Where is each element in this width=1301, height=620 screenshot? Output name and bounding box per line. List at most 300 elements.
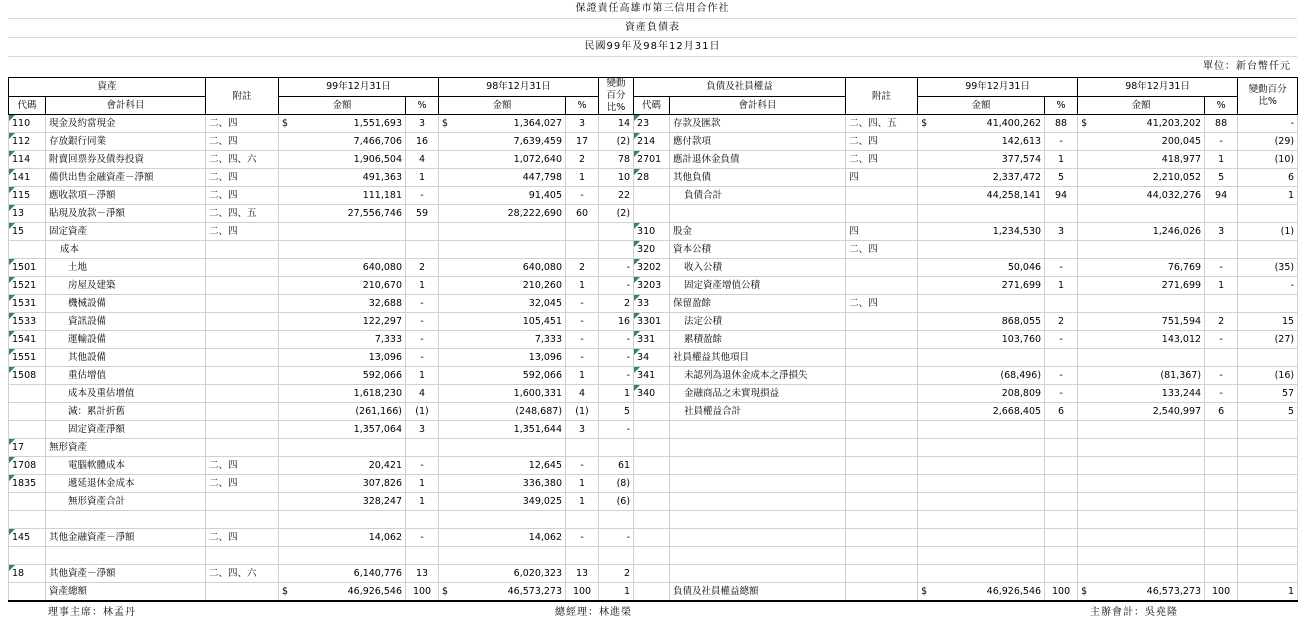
liab-change xyxy=(1238,295,1298,313)
liab-y98-amount-currency: $ xyxy=(1081,118,1088,129)
table-row xyxy=(9,583,1298,602)
liab-note xyxy=(846,349,918,367)
asset-note xyxy=(206,331,279,349)
liab-y98-pct xyxy=(1205,529,1238,547)
asset-y99-pct: 4 xyxy=(406,385,439,403)
asset-y98-pct: - xyxy=(566,313,599,331)
org-name: 保證責任高雄市第三信用合作社 xyxy=(8,0,1297,19)
cell-marker xyxy=(9,529,15,535)
liab-item: 社員權益其他項目 xyxy=(670,349,846,367)
liab-note xyxy=(846,259,918,277)
liab-code: 341 xyxy=(634,367,670,385)
liab-y98-amount xyxy=(1078,115,1205,133)
liab-change: (1) xyxy=(1238,223,1298,241)
asset-y99-amount xyxy=(279,349,406,367)
liab-change xyxy=(1238,529,1298,547)
asset-change: 16 xyxy=(599,313,634,331)
asset-y99-pct: - xyxy=(406,187,439,205)
asset-item: 應收款項－淨額 xyxy=(46,187,206,205)
liab-code xyxy=(634,529,670,547)
liab-code: 340 xyxy=(634,385,670,403)
asset-y99-pct: 1 xyxy=(406,169,439,187)
liab-y99-pct: 88 xyxy=(1045,115,1078,133)
table-row xyxy=(9,457,1298,475)
asset-y99-pct: 4 xyxy=(406,151,439,169)
liab-y98-amount-value: 2,540,997 xyxy=(1152,406,1202,417)
asset-note: 二、四、五 xyxy=(206,205,279,223)
liab-y98-amount xyxy=(1078,277,1205,295)
asset-note: 二、四 xyxy=(206,133,279,151)
asset-code: 1708 xyxy=(9,457,46,475)
asset-y98-pct xyxy=(566,241,599,259)
liab-note xyxy=(846,187,918,205)
liab-note xyxy=(846,367,918,385)
liab-y99-amount-value: 103,760 xyxy=(1001,334,1042,345)
asset-code: 18 xyxy=(9,565,46,583)
asset-y98-amount-value: 336,380 xyxy=(522,478,563,489)
liab-y99-amount-value: 142,613 xyxy=(1001,136,1042,147)
asset-y99-amount-value: 1,357,064 xyxy=(353,424,403,435)
liab-change: (10) xyxy=(1238,151,1298,169)
cell-marker xyxy=(9,115,15,121)
asset-item: 其他資產－淨額 xyxy=(46,565,206,583)
liab-note xyxy=(846,439,918,457)
asset-code: 1835 xyxy=(9,475,46,493)
asset-code: 112 xyxy=(9,133,46,151)
asset-y98-pct: - xyxy=(566,529,599,547)
header-row-1 xyxy=(9,78,1298,97)
asset-y98-amount xyxy=(439,565,566,583)
liab-y98-pct: 5 xyxy=(1205,169,1238,187)
asset-item: 現金及約當現金 xyxy=(46,115,206,133)
liab-y98-pct xyxy=(1205,241,1238,259)
liab-y99-amount xyxy=(918,349,1045,367)
liab-y98-amount xyxy=(1078,151,1205,169)
asset-code: 1533 xyxy=(9,313,46,331)
cell-marker xyxy=(9,295,15,301)
asset-y98-pct: 100 xyxy=(566,583,599,602)
asset-y99-pct: - xyxy=(406,313,439,331)
liab-item xyxy=(670,439,846,457)
asset-y99-amount xyxy=(279,223,406,241)
asset-item: 資產總額 xyxy=(46,583,206,602)
asset-y99-amount-value: 13,096 xyxy=(368,352,403,363)
asset-note: 二、四、六 xyxy=(206,151,279,169)
liab-y99-amount xyxy=(918,493,1045,511)
liab-y99-amount xyxy=(918,115,1045,133)
liab-y99-amount xyxy=(918,547,1045,565)
table-row xyxy=(9,205,1298,223)
assets-header: 資產 xyxy=(9,78,206,97)
asset-y98-pct: (1) xyxy=(566,403,599,421)
liab-note xyxy=(846,403,918,421)
liab-y98-pct xyxy=(1205,295,1238,313)
asset-item: 成本 xyxy=(46,241,206,259)
asset-y98-amount xyxy=(439,547,566,565)
asset-y99-pct: 1 xyxy=(406,493,439,511)
asset-y98-amount-value: 46,573,273 xyxy=(507,586,563,597)
asset-y99-amount xyxy=(279,313,406,331)
asset-item: 固定資產淨額 xyxy=(46,421,206,439)
asset-note xyxy=(206,295,279,313)
liab-y99-amount xyxy=(918,403,1045,421)
asset-change: (8) xyxy=(599,475,634,493)
liab-y98-pct: - xyxy=(1205,367,1238,385)
liab-y99-amount xyxy=(918,331,1045,349)
asset-change: (2) xyxy=(599,205,634,223)
table-row xyxy=(9,115,1298,133)
asset-change xyxy=(599,439,634,457)
liab-y98-pct: 6 xyxy=(1205,403,1238,421)
asset-y98-amount xyxy=(439,295,566,313)
cell-marker xyxy=(634,241,640,247)
liab-y99-pct: 1 xyxy=(1045,151,1078,169)
cell-marker xyxy=(634,133,640,139)
asset-y98-amount xyxy=(439,277,566,295)
asset-y98-amount-value: 349,025 xyxy=(522,496,563,507)
liab-item: 股金 xyxy=(670,223,846,241)
liab-y98-amount-value: (81,367) xyxy=(1160,370,1202,381)
asset-note xyxy=(206,277,279,295)
table-row xyxy=(9,529,1298,547)
liab-change: (16) xyxy=(1238,367,1298,385)
liab-change xyxy=(1238,511,1298,529)
asset-y98-pct xyxy=(566,547,599,565)
asset-note xyxy=(206,313,279,331)
balance-sheet-table xyxy=(8,77,1298,602)
asset-code: 1531 xyxy=(9,295,46,313)
cell-marker xyxy=(9,565,15,571)
asset-y99-amount xyxy=(279,457,406,475)
asset-y99-amount-currency: $ xyxy=(282,586,289,597)
asset-y99-pct: - xyxy=(406,529,439,547)
asset-item: 房屋及建築 xyxy=(46,277,206,295)
liab-y98-amount-value: 76,769 xyxy=(1167,262,1202,273)
asset-item: 遞延退休金成本 xyxy=(46,475,206,493)
asset-y99-pct: 2 xyxy=(406,259,439,277)
liab-y98-pct xyxy=(1205,457,1238,475)
asset-y98-pct: - xyxy=(566,349,599,367)
asset-item: 其他金融資產－淨額 xyxy=(46,529,206,547)
table-row xyxy=(9,421,1298,439)
liab-y98-pct: 3 xyxy=(1205,223,1238,241)
asset-y98-amount-value: 13,096 xyxy=(528,352,563,363)
asset-y99-pct: - xyxy=(406,349,439,367)
liab-y99-amount xyxy=(918,313,1045,331)
liab-y99-pct: - xyxy=(1045,259,1078,277)
asset-code: 1521 xyxy=(9,277,46,295)
asset-y98-amount-value: 12,645 xyxy=(528,460,563,471)
liab-item: 其他負債 xyxy=(670,169,846,187)
liab-y98-amount xyxy=(1078,205,1205,223)
liab-y99-pct: - xyxy=(1045,385,1078,403)
liab-y98-pct: 94 xyxy=(1205,187,1238,205)
asset-item: 減：累計折舊 xyxy=(46,403,206,421)
asset-y98-pct: 4 xyxy=(566,385,599,403)
cell-marker xyxy=(9,151,15,157)
asset-change xyxy=(599,547,634,565)
liab-code xyxy=(634,205,670,223)
liab-y99-pct xyxy=(1045,295,1078,313)
asset-item: 資訊設備 xyxy=(46,313,206,331)
liab-y98-amount xyxy=(1078,223,1205,241)
liab-y99-pct xyxy=(1045,493,1078,511)
liab-code-header: 代碼 xyxy=(634,96,670,115)
assets-y99-amount-header: 金額 xyxy=(279,96,406,115)
asset-code xyxy=(9,385,46,403)
asset-note xyxy=(206,547,279,565)
report-titles xyxy=(8,0,1297,57)
liab-item: 保留盈餘 xyxy=(670,295,846,313)
liab-y99-header: 99年12月31日 xyxy=(918,78,1078,97)
table-body xyxy=(9,115,1298,602)
asset-change: (6) xyxy=(599,493,634,511)
liab-item: 應計退休金負債 xyxy=(670,151,846,169)
asset-y98-amount-value: 447,798 xyxy=(522,172,563,183)
asset-y98-amount-value: 7,639,459 xyxy=(513,136,563,147)
asset-y98-amount xyxy=(439,259,566,277)
liab-item: 資本公積 xyxy=(670,241,846,259)
liab-y98-pct: - xyxy=(1205,259,1238,277)
asset-change xyxy=(599,241,634,259)
asset-y98-amount xyxy=(439,529,566,547)
asset-code: 1541 xyxy=(9,331,46,349)
asset-change xyxy=(599,223,634,241)
liab-y99-amount xyxy=(918,205,1045,223)
asset-y98-pct: 3 xyxy=(566,421,599,439)
cell-marker xyxy=(634,277,640,283)
asset-y98-amount xyxy=(439,187,566,205)
liab-note xyxy=(846,565,918,583)
asset-y98-amount xyxy=(439,457,566,475)
table-row xyxy=(9,313,1298,331)
asset-code xyxy=(9,241,46,259)
asset-code xyxy=(9,493,46,511)
liab-y98-amount-value: 1,246,026 xyxy=(1152,226,1202,237)
asset-y99-pct: 1 xyxy=(406,367,439,385)
liab-y98-amount-value: 271,699 xyxy=(1161,280,1202,291)
cell-marker xyxy=(9,439,15,445)
asset-y99-pct: - xyxy=(406,457,439,475)
asset-code: 1551 xyxy=(9,349,46,367)
liab-y98-amount xyxy=(1078,349,1205,367)
liab-y99-amount-value: 41,400,262 xyxy=(986,118,1042,129)
liab-y99-pct: - xyxy=(1045,367,1078,385)
liab-y98-amount xyxy=(1078,187,1205,205)
asset-y98-pct: - xyxy=(566,187,599,205)
liab-y98-pct: - xyxy=(1205,331,1238,349)
liab-y98-amount xyxy=(1078,367,1205,385)
asset-code: 15 xyxy=(9,223,46,241)
liab-y99-pct xyxy=(1045,421,1078,439)
asset-item: 機械設備 xyxy=(46,295,206,313)
liab-change: 6 xyxy=(1238,169,1298,187)
liab-y99-pct xyxy=(1045,439,1078,457)
asset-y98-amount xyxy=(439,115,566,133)
asset-y98-amount-value: 592,066 xyxy=(522,370,563,381)
asset-code xyxy=(9,547,46,565)
asset-y98-pct: - xyxy=(566,331,599,349)
asset-note xyxy=(206,583,279,602)
liab-y99-amount-value: 46,926,546 xyxy=(986,586,1042,597)
asset-y99-amount xyxy=(279,295,406,313)
liab-code xyxy=(634,565,670,583)
asset-y99-pct xyxy=(406,241,439,259)
asset-y98-pct: 1 xyxy=(566,367,599,385)
liab-y99-amount xyxy=(918,565,1045,583)
liab-code: 3203 xyxy=(634,277,670,295)
liab-y98-amount xyxy=(1078,493,1205,511)
asset-item: 附賣回票券及債券投資 xyxy=(46,151,206,169)
asset-note xyxy=(206,349,279,367)
asset-item: 備供出售金融資產－淨額 xyxy=(46,169,206,187)
liab-y98-pct xyxy=(1205,547,1238,565)
table-row xyxy=(9,403,1298,421)
asset-y99-pct: 59 xyxy=(406,205,439,223)
cell-marker xyxy=(634,295,640,301)
asset-y98-pct xyxy=(566,439,599,457)
asset-item xyxy=(46,547,206,565)
liab-code xyxy=(634,583,670,602)
liab-y99-pct xyxy=(1045,205,1078,223)
asset-code xyxy=(9,583,46,602)
liab-y98-amount xyxy=(1078,385,1205,403)
asset-y99-amount-value: 7,466,706 xyxy=(353,136,403,147)
asset-y98-amount xyxy=(439,133,566,151)
assets-y98-pct-header: % xyxy=(566,96,599,115)
asset-y99-amount-value: 20,421 xyxy=(368,460,403,471)
liab-y98-amount xyxy=(1078,133,1205,151)
liab-note xyxy=(846,475,918,493)
liab-y99-pct: - xyxy=(1045,133,1078,151)
asset-y98-amount xyxy=(439,583,566,602)
asset-y98-amount-value: (248,687) xyxy=(515,406,563,417)
liab-y99-amount xyxy=(918,295,1045,313)
liab-item xyxy=(670,421,846,439)
assets-code-header: 代碼 xyxy=(9,96,46,115)
asset-y99-amount-value: 491,363 xyxy=(362,172,403,183)
asset-y99-pct xyxy=(406,439,439,457)
cell-marker xyxy=(634,115,640,121)
asset-change: 5 xyxy=(599,403,634,421)
asset-y99-amount-value: 122,297 xyxy=(362,316,403,327)
asset-y99-amount xyxy=(279,511,406,529)
table-row xyxy=(9,151,1298,169)
liab-item xyxy=(670,547,846,565)
asset-y99-amount xyxy=(279,169,406,187)
liab-y99-pct: 5 xyxy=(1045,169,1078,187)
liab-note: 二、四、五 xyxy=(846,115,918,133)
liab-change: - xyxy=(1238,277,1298,295)
asset-change: 2 xyxy=(599,295,634,313)
assets-item-header: 會計科目 xyxy=(46,96,206,115)
liab-y99-amount-value: 1,234,530 xyxy=(992,226,1042,237)
liab-y99-amount xyxy=(918,583,1045,602)
asset-y98-amount-value: 6,020,323 xyxy=(513,568,563,579)
asset-y98-amount-value: 210,260 xyxy=(522,280,563,291)
asset-y98-pct: 1 xyxy=(566,277,599,295)
asset-y99-pct: 100 xyxy=(406,583,439,602)
liab-y98-pct-header: % xyxy=(1205,96,1238,115)
liab-y99-pct: 100 xyxy=(1045,583,1078,602)
asset-y98-pct: 17 xyxy=(566,133,599,151)
liab-change: (35) xyxy=(1238,259,1298,277)
asset-y99-amount xyxy=(279,421,406,439)
asset-y98-amount xyxy=(439,385,566,403)
asset-note xyxy=(206,259,279,277)
liab-code: 331 xyxy=(634,331,670,349)
liab-y98-pct: - xyxy=(1205,385,1238,403)
asset-change: 22 xyxy=(599,187,634,205)
liab-y98-amount-value: 46,573,273 xyxy=(1146,586,1202,597)
asset-y98-amount-value: 640,080 xyxy=(522,262,563,273)
liab-code: 33 xyxy=(634,295,670,313)
liab-y98-amount xyxy=(1078,439,1205,457)
asset-change: - xyxy=(599,529,634,547)
liab-y99-amount-currency: $ xyxy=(921,118,928,129)
liab-item xyxy=(670,457,846,475)
asset-y99-amount xyxy=(279,493,406,511)
table-row xyxy=(9,367,1298,385)
liab-change xyxy=(1238,421,1298,439)
liab-item-header: 會計科目 xyxy=(670,96,846,115)
liab-item: 收入公積 xyxy=(670,259,846,277)
asset-y98-amount-value: 14,062 xyxy=(528,532,563,543)
asset-note: 二、四 xyxy=(206,457,279,475)
liab-change: 1 xyxy=(1238,583,1298,602)
asset-item: 重估增值 xyxy=(46,367,206,385)
asset-y98-amount xyxy=(439,367,566,385)
asset-item: 無形資產 xyxy=(46,439,206,457)
asset-change: - xyxy=(599,349,634,367)
asset-code: 13 xyxy=(9,205,46,223)
asset-note xyxy=(206,403,279,421)
liab-y98-pct: 88 xyxy=(1205,115,1238,133)
liab-change xyxy=(1238,457,1298,475)
liab-item xyxy=(670,475,846,493)
liab-y98-amount xyxy=(1078,547,1205,565)
asset-note: 二、四 xyxy=(206,187,279,205)
asset-y99-pct xyxy=(406,223,439,241)
liab-y99-amount-value: 868,055 xyxy=(1001,316,1042,327)
liab-note: 二、四 xyxy=(846,241,918,259)
liab-note xyxy=(846,529,918,547)
liab-item: 應付款項 xyxy=(670,133,846,151)
liab-item: 累積盈餘 xyxy=(670,331,846,349)
liab-note: 二、四 xyxy=(846,295,918,313)
asset-note xyxy=(206,241,279,259)
liab-y98-amount-value: 418,977 xyxy=(1161,154,1202,165)
liab-item: 社員權益合計 xyxy=(670,403,846,421)
asset-y98-amount xyxy=(439,349,566,367)
table-row xyxy=(9,223,1298,241)
asset-note xyxy=(206,511,279,529)
liab-y99-amount-value: 2,668,405 xyxy=(992,406,1042,417)
liab-y98-pct xyxy=(1205,511,1238,529)
liab-note xyxy=(846,583,918,602)
cell-marker xyxy=(9,331,15,337)
liab-y99-amount xyxy=(918,457,1045,475)
liab-item xyxy=(670,511,846,529)
table-row xyxy=(9,349,1298,367)
table-row xyxy=(9,475,1298,493)
liab-y99-pct: 3 xyxy=(1045,223,1078,241)
asset-y99-amount xyxy=(279,241,406,259)
liab-y99-pct xyxy=(1045,565,1078,583)
table-row xyxy=(9,295,1298,313)
cell-marker xyxy=(9,169,15,175)
assets-y99-pct-header: % xyxy=(406,96,439,115)
